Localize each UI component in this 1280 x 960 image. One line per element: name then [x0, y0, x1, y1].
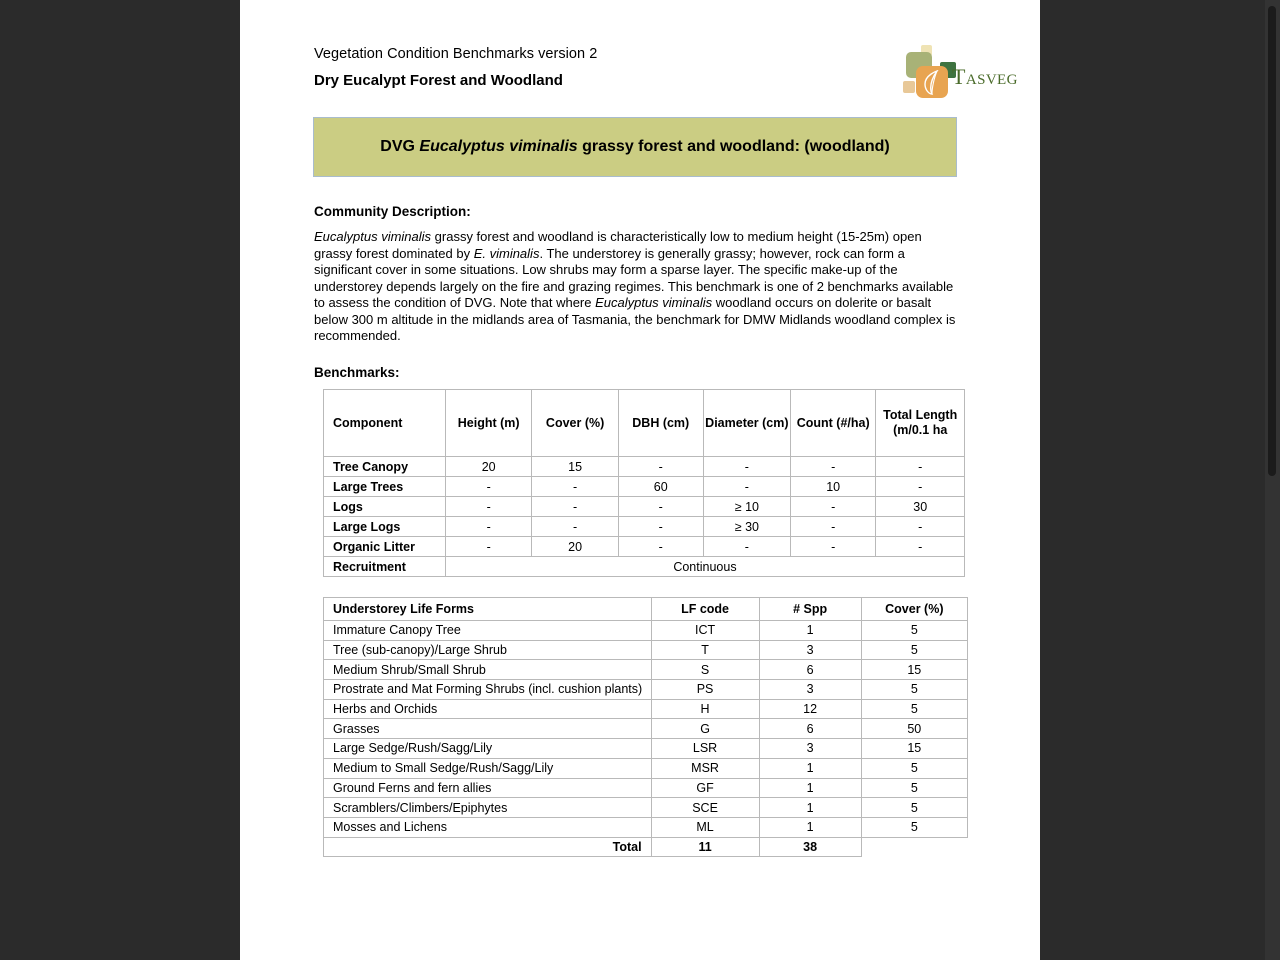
table-row [324, 537, 965, 557]
understorey-cell-cover: 5 [861, 640, 967, 660]
benchmarks-row-component: Large Logs [324, 517, 446, 537]
benchmarks-cell-height: - [445, 477, 532, 497]
understorey-cell-name: Scramblers/Climbers/Epiphytes [324, 798, 652, 818]
understorey-cell-name: Herbs and Orchids [324, 699, 652, 719]
benchmarks-cell-total-length: - [876, 457, 965, 477]
benchmarks-cell-dbh: 60 [618, 477, 703, 497]
benchmarks-cell-height: - [445, 517, 532, 537]
logo-square-tan-icon [903, 81, 915, 93]
benchmarks-cell-total-length: - [876, 517, 965, 537]
benchmarks-cell-diameter: - [703, 477, 790, 497]
benchmarks-cell-diameter: - [703, 457, 790, 477]
understorey-cell-name: Prostrate and Mat Forming Shrubs (incl. cushion plants) [324, 680, 652, 700]
understorey-cell-lf-code: S [651, 660, 759, 680]
logo-wordmark: Tasveg [952, 64, 1018, 89]
table-row [324, 680, 968, 700]
benchmarks-cell-cover: - [532, 497, 618, 517]
benchmarks-col-cover: Cover (%) [532, 390, 618, 457]
table-row [324, 517, 965, 537]
understorey-total-lf-count: 11 [651, 837, 759, 857]
understorey-cell-name: Large Sedge/Rush/Sagg/Lily [324, 739, 652, 759]
understorey-table-body [324, 621, 968, 857]
understorey-total-row [324, 837, 968, 857]
benchmarks-cell-recruitment-value: Continuous [445, 557, 964, 577]
understorey-cell-spp: 6 [759, 660, 861, 680]
benchmarks-row-component: Large Trees [324, 477, 446, 497]
benchmarks-cell-total-length: 30 [876, 497, 965, 517]
understorey-col-cover: Cover (%) [861, 598, 967, 621]
community-title-suffix: grassy forest and woodland: (woodland) [577, 138, 890, 155]
benchmarks-cell-count: - [790, 517, 875, 537]
benchmarks-cell-cover: - [532, 517, 618, 537]
community-title-text [380, 138, 889, 156]
scientific-name: Eucalyptus viminalis [314, 229, 432, 244]
understorey-total-cover-blank [861, 837, 967, 857]
benchmarks-cell-dbh: - [618, 497, 703, 517]
table-row [324, 640, 968, 660]
community-title-prefix: DVG [380, 138, 420, 155]
benchmarks-cell-count: - [790, 537, 875, 557]
understorey-cell-name: Ground Ferns and fern allies [324, 778, 652, 798]
benchmarks-cell-count: - [790, 457, 875, 477]
understorey-cell-spp: 12 [759, 699, 861, 719]
benchmarks-recruitment-row [324, 557, 965, 577]
benchmarks-col-diameter: Diameter (cm) [703, 390, 790, 457]
understorey-cell-lf-code: GF [651, 778, 759, 798]
understorey-col-spp: # Spp [759, 598, 861, 621]
benchmarks-table [323, 389, 965, 577]
community-description-heading: Community Description: [314, 204, 471, 219]
benchmarks-row-component: Organic Litter [324, 537, 446, 557]
benchmarks-col-dbh: DBH (cm) [618, 390, 703, 457]
benchmarks-col-count: Count (#/ha) [790, 390, 875, 457]
understorey-cell-name: Immature Canopy Tree [324, 621, 652, 641]
understorey-cell-name: Grasses [324, 719, 652, 739]
benchmarks-cell-cover: 15 [532, 457, 618, 477]
benchmarks-cell-diameter: ≥ 30 [703, 517, 790, 537]
understorey-cell-lf-code: PS [651, 680, 759, 700]
understorey-cell-lf-code: H [651, 699, 759, 719]
understorey-cell-cover: 5 [861, 798, 967, 818]
document-page [240, 0, 1040, 960]
understorey-col-name: Understorey Life Forms [324, 598, 652, 621]
understorey-header-row [324, 598, 968, 621]
understorey-cell-name: Medium to Small Sedge/Rush/Sagg/Lily [324, 758, 652, 778]
header-group-title: Dry Eucalypt Forest and Woodland [314, 72, 563, 89]
benchmarks-cell-total-length: - [876, 537, 965, 557]
understorey-cell-spp: 6 [759, 719, 861, 739]
community-title-scientific-name: Eucalyptus viminalis [419, 138, 578, 155]
benchmarks-cell-count: 10 [790, 477, 875, 497]
benchmarks-cell-diameter: - [703, 537, 790, 557]
understorey-cell-name: Mosses and Lichens [324, 817, 652, 837]
understorey-cell-name: Tree (sub-canopy)/Large Shrub [324, 640, 652, 660]
benchmarks-cell-cover: 20 [532, 537, 618, 557]
benchmarks-cell-cover: - [532, 477, 618, 497]
understorey-total-spp: 38 [759, 837, 861, 857]
benchmarks-col-component: Component [324, 390, 446, 457]
understorey-cell-spp: 1 [759, 758, 861, 778]
table-row [324, 660, 968, 680]
benchmarks-heading: Benchmarks: [314, 365, 400, 380]
understorey-cell-cover: 5 [861, 680, 967, 700]
document-header [314, 44, 1018, 91]
understorey-cell-cover: 5 [861, 699, 967, 719]
understorey-total-label: Total [324, 837, 652, 857]
understorey-cell-name: Medium Shrub/Small Shrub [324, 660, 652, 680]
understorey-cell-lf-code: MSR [651, 758, 759, 778]
benchmarks-header-row [324, 390, 965, 457]
understorey-cell-spp: 1 [759, 798, 861, 818]
table-row [324, 477, 965, 497]
benchmarks-row-component: Logs [324, 497, 446, 517]
understorey-cell-lf-code: LSR [651, 739, 759, 759]
understorey-cell-lf-code: ML [651, 817, 759, 837]
table-row [324, 621, 968, 641]
benchmarks-cell-height: 20 [445, 457, 532, 477]
benchmarks-cell-dbh: - [618, 517, 703, 537]
vertical-scrollbar-thumb[interactable] [1268, 6, 1276, 476]
benchmarks-row-component: Tree Canopy [324, 457, 446, 477]
understorey-cell-spp: 1 [759, 817, 861, 837]
understorey-col-lf-code: LF code [651, 598, 759, 621]
understorey-cell-spp: 3 [759, 640, 861, 660]
understorey-cell-cover: 5 [861, 758, 967, 778]
community-title-banner [313, 117, 957, 177]
understorey-cell-lf-code: SCE [651, 798, 759, 818]
understorey-cell-spp: 3 [759, 739, 861, 759]
understorey-cell-lf-code: T [651, 640, 759, 660]
understorey-cell-cover: 5 [861, 621, 967, 641]
scientific-name: Eucalyptus viminalis [595, 295, 713, 310]
table-row [324, 817, 968, 837]
understorey-cell-spp: 1 [759, 621, 861, 641]
benchmarks-table-body [324, 457, 965, 577]
logo-leaf-icon [924, 70, 939, 95]
table-row [324, 798, 968, 818]
understorey-cell-spp: 1 [759, 778, 861, 798]
understorey-cell-lf-code: G [651, 719, 759, 739]
benchmarks-cell-dbh: - [618, 457, 703, 477]
table-row [324, 719, 968, 739]
scientific-name: E. viminalis [473, 245, 540, 261]
understorey-cell-cover: 5 [861, 778, 967, 798]
understorey-cell-cover: 15 [861, 739, 967, 759]
table-row [324, 497, 965, 517]
benchmarks-cell-diameter: ≥ 10 [703, 497, 790, 517]
tasveg-logo [902, 44, 1042, 102]
benchmarks-col-height: Height (m) [445, 390, 532, 457]
table-row [324, 778, 968, 798]
header-series-title: Vegetation Condition Benchmarks version 2 [314, 46, 598, 62]
understorey-cell-cover: 5 [861, 817, 967, 837]
table-row [324, 457, 965, 477]
benchmarks-cell-dbh: - [618, 537, 703, 557]
table-row [324, 739, 968, 759]
understorey-cell-spp: 3 [759, 680, 861, 700]
benchmarks-col-total-length: Total Length (m/0.1 ha [876, 390, 965, 457]
benchmarks-row-component: Recruitment [324, 557, 446, 577]
benchmarks-cell-height: - [445, 497, 532, 517]
benchmarks-cell-count: - [790, 497, 875, 517]
vertical-scrollbar-track[interactable] [1265, 0, 1280, 960]
benchmarks-cell-total-length: - [876, 477, 965, 497]
table-row [324, 758, 968, 778]
understorey-cell-lf-code: ICT [651, 621, 759, 641]
table-row [324, 699, 968, 719]
understorey-life-forms-table [323, 597, 968, 857]
benchmarks-cell-height: - [445, 537, 532, 557]
understorey-cell-cover: 50 [861, 719, 967, 739]
understorey-cell-cover: 15 [861, 660, 967, 680]
community-description-body: Eucalyptus viminalis grassy forest and woodland is characteristically low to medium height (15-25m) open grassy forest dominated by E. viminalis. The understorey is generally grassy; however, rock can form a significant cover in some situations. Low shrubs may form a sparse layer. The specific make-up of the understorey depends largely on the fire and grazing regimes. This benchmark is one of 2 benchmarks available to assess the condition of DVG. Note that where Eucalyptus viminalis woodland occurs on dolerite or basalt below 300 m altitude in the midlands area of Tasmania, the benchmark for DMW Midlands woodland complex is recommended. [314, 229, 956, 343]
